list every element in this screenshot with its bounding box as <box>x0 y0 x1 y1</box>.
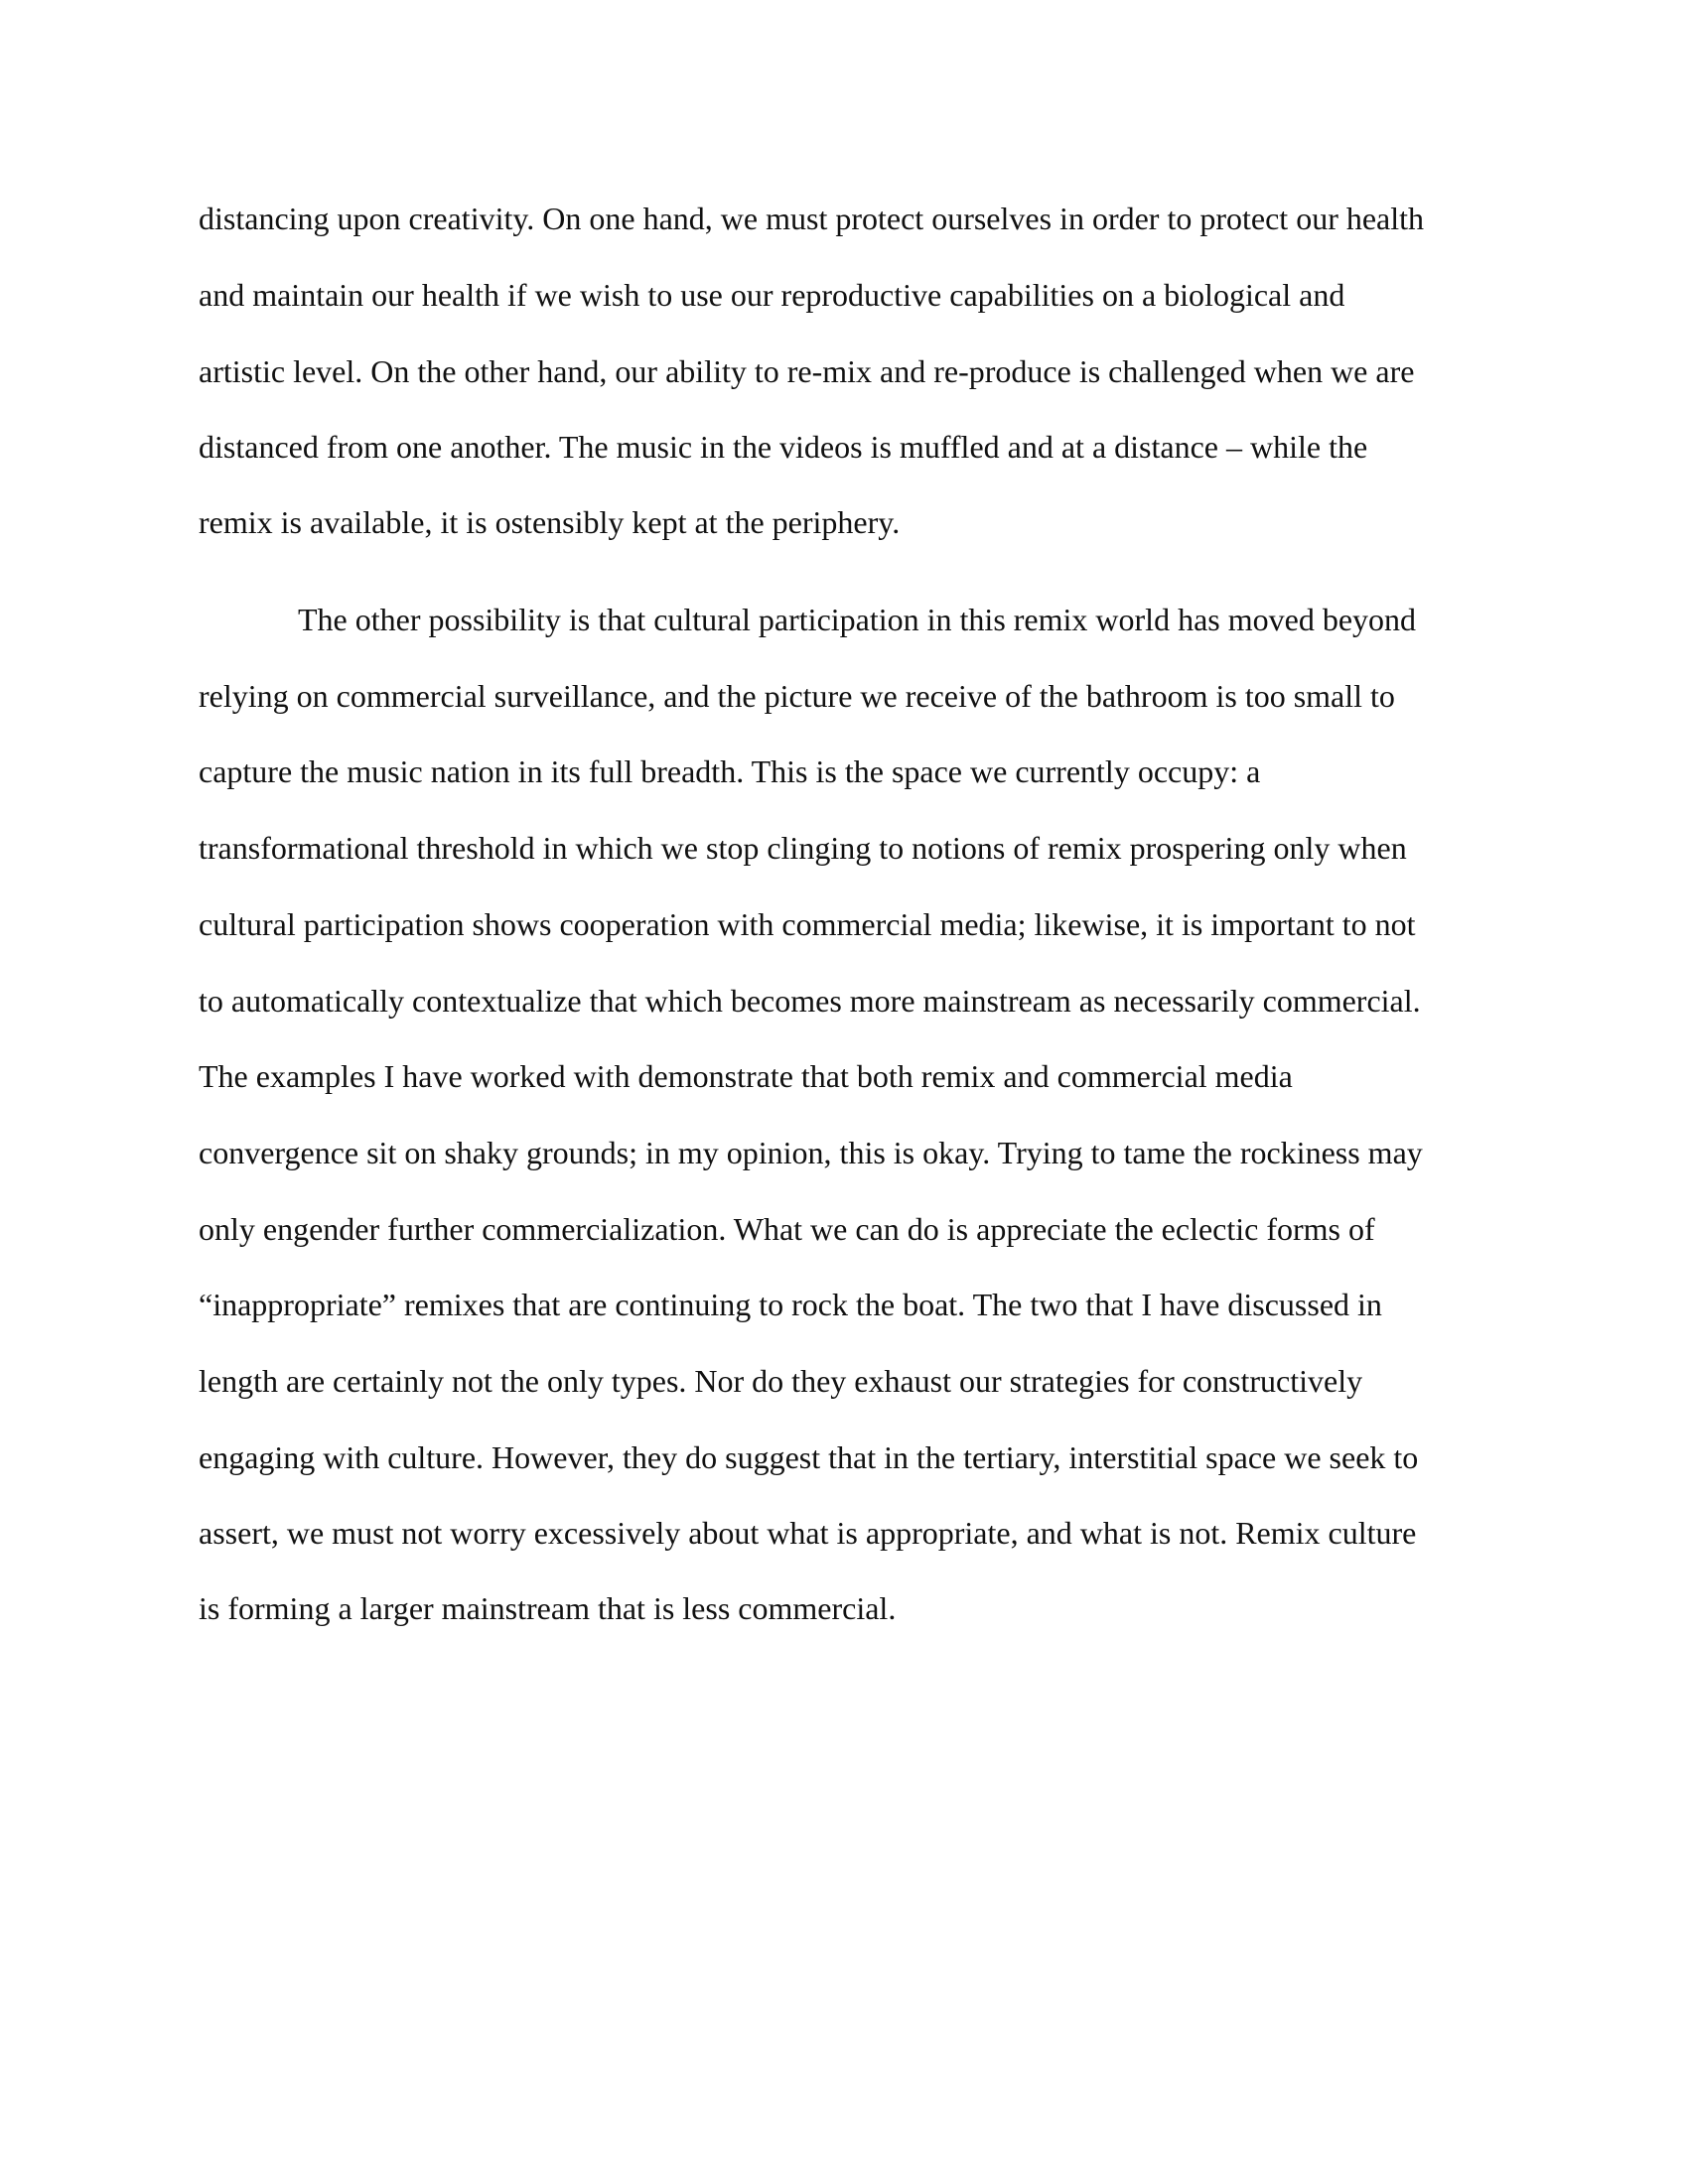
paragraph-1-line-4: distanced from one another. The music in the videos is muffled and at a distance – while the <box>199 429 1368 465</box>
paragraph-2-line-13: assert, we must not worry excessively about what is appropriate, and what is not. Remix culture <box>199 1515 1417 1551</box>
paragraph-2-line-9: only engender further commercialization. What we can do is appreciate the eclectic forms of <box>199 1211 1375 1247</box>
paragraph-2-line-1: The other possibility is that cultural participation in this remix world has moved beyond <box>298 602 1417 637</box>
paragraph-1-line-3: artistic level. On the other hand, our ability to re-mix and re-produce is challenged when we are <box>199 353 1415 389</box>
paragraph-2-line-3: capture the music nation in its full breadth. This is the space we currently occupy: a <box>199 753 1261 789</box>
paragraph-1-line-2: and maintain our health if we wish to use our reproductive capabilities on a biological and <box>199 277 1345 313</box>
paragraph-2-line-4: transformational threshold in which we stop clinging to notions of remix prospering only when <box>199 830 1407 866</box>
paragraph-2-line-12: engaging with culture. However, they do suggest that in the tertiary, interstitial space we seek to <box>199 1439 1419 1475</box>
paragraph-2-line-14: is forming a larger mainstream that is less commercial. <box>199 1590 897 1626</box>
paragraph-2-line-7: The examples I have worked with demonstrate that both remix and commercial media <box>199 1058 1293 1094</box>
paragraph-2-line-11: length are certainly not the only types. Nor do they exhaust our strategies for constructively <box>199 1363 1363 1399</box>
paragraph-1-line-5: remix is available, it is ostensibly kept at the periphery. <box>199 504 901 540</box>
paragraph-2-line-6: to automatically contextualize that which becomes more mainstream as necessarily commercial. <box>199 983 1421 1019</box>
paragraph-2-line-5: cultural participation shows cooperation with commercial media; likewise, it is important to not <box>199 906 1416 942</box>
paragraph-1-line-1: distancing upon creativity. On one hand, we must protect ourselves in order to protect our health <box>199 201 1425 236</box>
paragraph-2-line-2: relying on commercial surveillance, and the picture we receive of the bathroom is too small to <box>199 678 1395 714</box>
paragraph-2-line-8: convergence sit on shaky grounds; in my opinion, this is okay. Trying to tame the rockiness may <box>199 1135 1423 1170</box>
paragraph-2-line-10: “inappropriate” remixes that are continuing to rock the boat. The two that I have discussed in <box>199 1287 1382 1322</box>
